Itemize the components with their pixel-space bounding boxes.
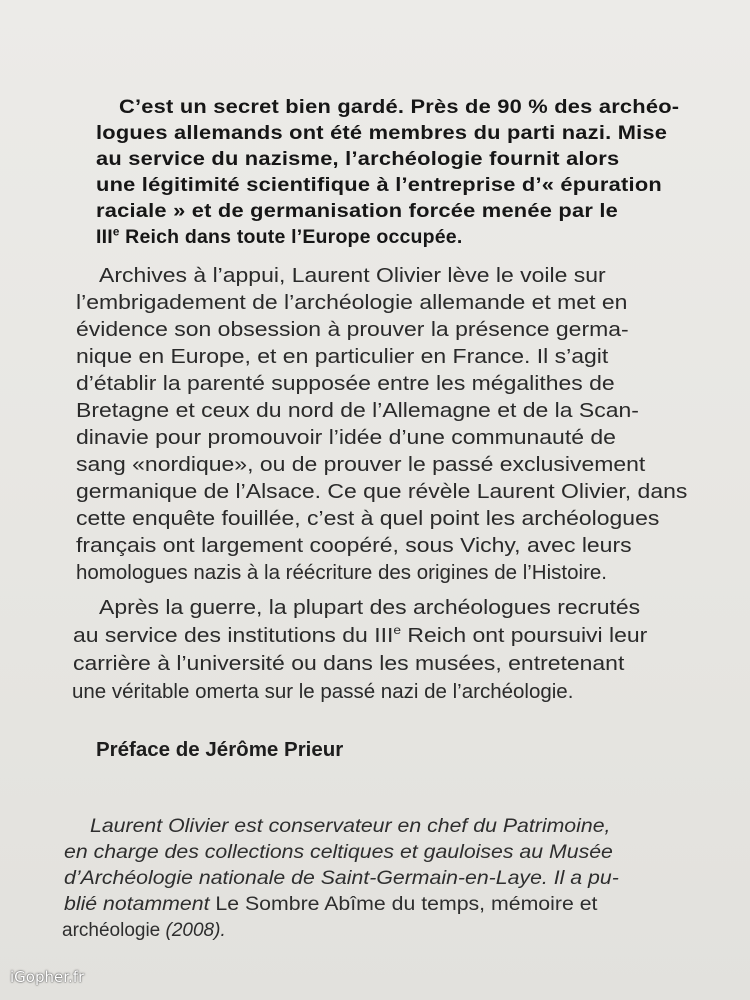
body-line-3: évidence son obsession à prouver la présence germa- <box>76 318 629 341</box>
body-line-16: une véritable omerta sur le passé nazi de l’archéologie. <box>72 680 574 703</box>
ordinal-superscript: e <box>393 623 402 638</box>
body-line-14 <box>73 624 647 648</box>
intro-line-1: C’est un secret bien gardé. Près de 90 % des archéo- <box>119 96 680 118</box>
intro-line-6-text: Reich dans toute l’Europe occupée. <box>119 226 463 248</box>
body-line-14-start: au service des institutions du III <box>73 624 394 647</box>
preface-heading: Préface de Jérôme Prieur <box>96 738 344 761</box>
bio-line-1: Laurent Olivier est conservateur en chef du Patrimoine, <box>90 816 611 837</box>
bio-line-4 <box>64 894 597 916</box>
book-title-end: archéologie <box>62 920 166 941</box>
body-line-10: cette enquête fouillée, c’est à quel point les archéologues <box>76 507 660 530</box>
body-line-2: l’embrigadement de l’archéologie allemande et met en <box>76 291 628 314</box>
body-line-6: Bretagne et ceux du nord de l’Allemagne et de la Scan- <box>76 399 639 422</box>
bio-line-2: en charge des collections celtiques et gauloises au Musée <box>64 842 613 863</box>
site-watermark: iGopher.fr <box>10 968 85 986</box>
roman-numeral-three: III <box>96 226 113 248</box>
body-line-1: Archives à l’appui, Laurent Olivier lève le voile sur <box>99 264 606 287</box>
body-line-7: dinavie pour promouvoir l’idée d’une communauté de <box>76 426 616 449</box>
intro-line-2: logues allemands ont été membres du parti nazi. Mise <box>96 122 668 144</box>
bio-line-3: d’Archéologie nationale de Saint-Germain-en-Laye. Il a pu- <box>64 868 619 889</box>
body-line-15: carrière à l’université ou dans les musées, entretenant <box>73 652 625 675</box>
body-line-11: français ont largement coopéré, sous Vichy, avec leurs <box>76 534 632 557</box>
intro-line-4: une légitimité scientifique à l’entreprise d’« épuration <box>96 174 662 196</box>
intro-line-5: raciale » et de germanisation forcée menée par le <box>96 200 619 222</box>
body-line-5: d’établir la parenté supposée entre les mégalithes de <box>76 372 615 395</box>
body-line-14-end: Reich ont poursuivi leur <box>401 624 648 647</box>
body-line-9: germanique de l’Alsace. Ce que révèle Laurent Olivier, dans <box>76 480 688 503</box>
bio-line-4-start: blié notamment <box>64 894 216 915</box>
bio-line-5 <box>62 920 226 942</box>
body-line-8: sang «nordique», ou de prouver le passé exclusivement <box>76 453 646 476</box>
book-title: Le Sombre Abîme du temps, mémoire et <box>215 894 598 915</box>
publication-year: (2008). <box>165 920 226 941</box>
body-line-12: homologues nazis à la réécriture des origines de l’Histoire. <box>76 561 607 584</box>
intro-line-3: au service du nazisme, l’archéologie fournit alors <box>96 148 620 170</box>
body-line-13: Après la guerre, la plupart des archéologues recrutés <box>99 596 641 619</box>
intro-line-6 <box>96 226 462 249</box>
body-line-4: nique en Europe, et en particulier en France. Il s’agit <box>76 345 609 368</box>
ordinal-superscript: e <box>112 225 120 239</box>
